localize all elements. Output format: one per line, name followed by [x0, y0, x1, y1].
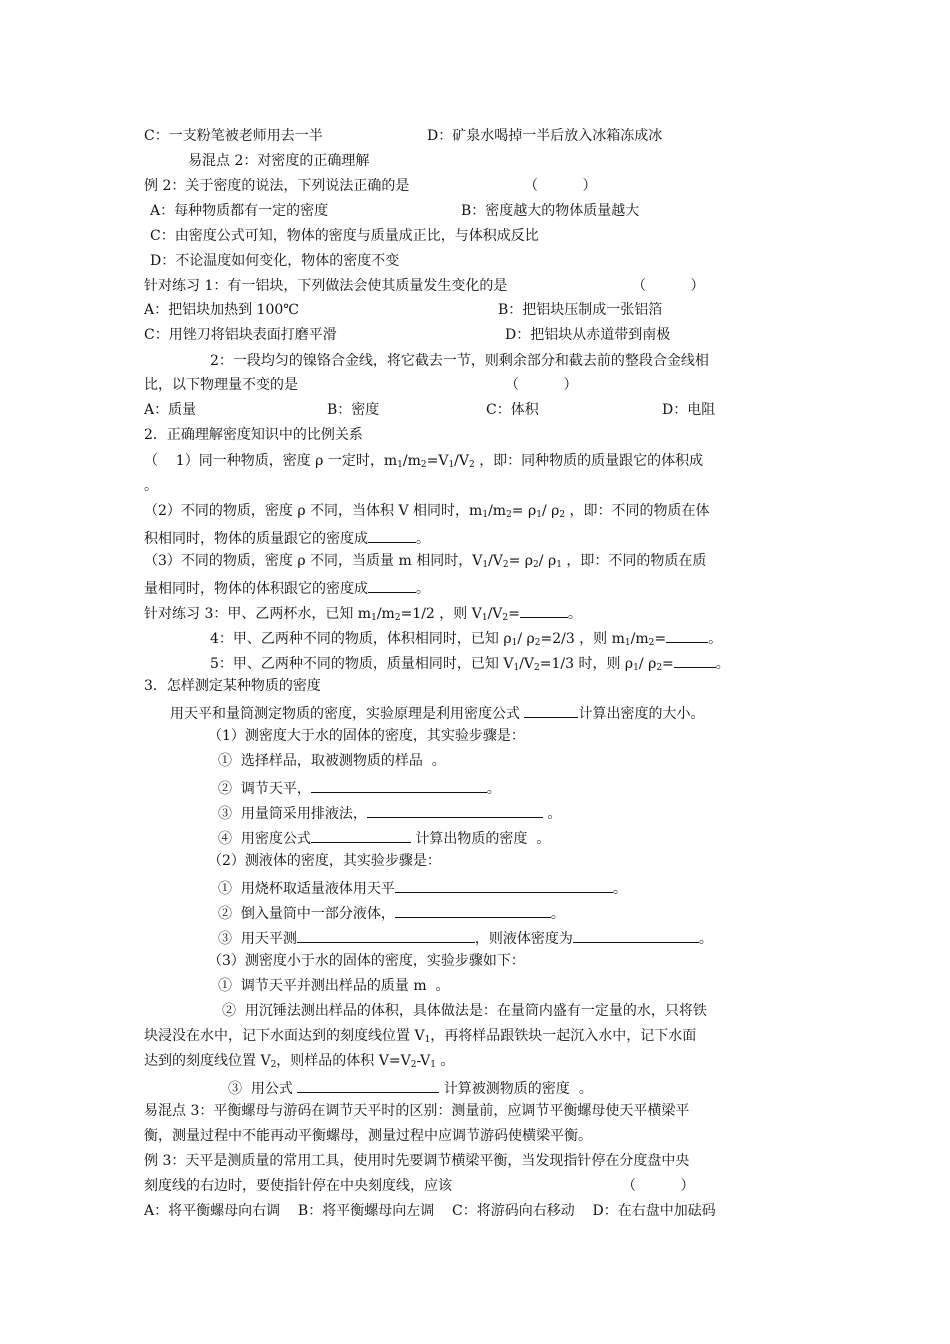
step-item: ② 用沉锤法测出样品的体积，具体做法是：在量筒内盛有一定量的水，只将铁 [222, 1003, 707, 1019]
answer-blank[interactable] [297, 1076, 439, 1093]
section-heading: 易混点 2：对密度的正确理解 [188, 153, 370, 169]
option-b: B：把铝块压制成一张铝箔 [498, 302, 663, 318]
answer-blank[interactable] [368, 526, 416, 543]
step-item: ③ 用公式 计算被测物质的密度 。 [228, 1076, 593, 1099]
ratio-line: 积相同时，物体的质量跟它的密度成 。 [144, 526, 430, 549]
option-c-chalk: C：一支粉笔被老师用去一半 [144, 128, 323, 144]
option-a: A：质量 [144, 402, 197, 418]
answer-bracket: （ ） [505, 377, 578, 393]
exercise-text: 比，以下物理量不变的是 [144, 377, 298, 393]
answer-blank[interactable] [311, 826, 411, 843]
step-item: ④ 用密度公式 计算出物质的密度 。 [218, 826, 550, 849]
answer-blank[interactable] [573, 926, 699, 943]
options-row: A：将平衡螺母向右调 B：将平衡螺母向左调 C：将游码向右移动 D：在右盘中加砝码 [144, 1203, 716, 1219]
step-item: ③ 用天平测 ，则液体密度为 。 [218, 926, 713, 949]
option-d: D：电阻 [662, 402, 716, 418]
step-heading: （1）测密度大于水的固体的密度，其实验步骤是： [208, 728, 525, 744]
step-heading: （2）测液体的密度，其实验步骤是： [208, 853, 441, 869]
question-text: 例 3：天平是测质量的常用工具，使用时先要调节横梁平衡，当发现指针停在分度盘中央 [144, 1153, 690, 1169]
answer-blank[interactable] [368, 576, 416, 593]
exercise-text: 2：一段均匀的镍铬合金线，将它截去一节，则剩余部分和截去前的整段合金线相 [210, 353, 709, 369]
exercise-text: 4：甲、乙两种不同的物质，体积相同时，已知 $\rho_1/$ $\rho_2=2/3$ ，则 $m_1/m_2=$ 。 [210, 626, 722, 649]
step-item: 达到的刻度线位置 $V_2$，则样品的体积 $V=V_2-V_1$ 。 [144, 1053, 455, 1070]
section-heading: 3．怎样测定某种物质的密度 [144, 678, 321, 694]
principle-line: 用天平和量筒测定物质的密度，实验原理是利用密度公式 计算出密度的大小。 [170, 701, 704, 724]
answer-blank[interactable] [666, 626, 708, 643]
section-heading: 2．正确理解密度知识中的比例关系 [144, 427, 363, 443]
exercise-text: 5：甲、乙两种不同的物质，质量相同时，已知 $V_1/V_2=1/3$ 时，则 $\rho_1/$ $\rho_2=$ 。 [210, 651, 730, 674]
step-heading: （3）测密度小于水的固体的密度，实验步骤如下： [208, 953, 525, 969]
ratio-line: 。 [144, 478, 158, 494]
option-c: C：体积 [486, 402, 539, 418]
option-a: A：每种物质都有一定的密度 [150, 203, 329, 219]
step-item: ② 倒入量筒中一部分液体， 。 [218, 901, 565, 924]
answer-bracket: （ ） [632, 278, 705, 294]
step-item: ③ 用量筒采用排液法， 。 [218, 801, 561, 824]
option-d: D：把铝块从赤道带到南极 [505, 327, 671, 343]
ratio-line: （3）不同的物质，密度 ρ 不同，当质量 m 相同时，$V_1/V_2= \rho_2/$ $\rho_1$ ，即：不同的物质在质 [144, 553, 707, 570]
question-text: 刻度线的右边时，要使指针停在中央刻度线，应该 [144, 1178, 452, 1194]
option-b: B：密度越大的物体质量越大 [461, 203, 640, 219]
option-d-water: D：矿泉水喝掉一半后放入冰箱冻成冰 [427, 128, 663, 144]
step-item: ① 调节天平并测出样品的质量 m 。 [218, 978, 450, 994]
answer-blank[interactable] [520, 601, 568, 618]
answer-bracket: （ ） [524, 178, 597, 194]
answer-blank[interactable] [297, 926, 475, 943]
exercise-text: 针对练习 1：有一铝块，下列做法会使其质量发生变化的是 [144, 278, 508, 294]
ratio-line: （ 1）同一种物质，密度 ρ 一定时，$m_1/m_2=V_1/V_2$ ，即：同种物质的质量跟它的体积成 [144, 453, 704, 470]
answer-blank[interactable] [395, 901, 551, 918]
answer-blank[interactable] [311, 776, 487, 793]
answer-blank[interactable] [367, 801, 543, 818]
ratio-line: 量相同时，物体的体积跟它的密度成 。 [144, 576, 430, 599]
answer-bracket: （ ） [622, 1178, 695, 1194]
option-c: C：由密度公式可知，物体的密度与质量成正比，与体积成反比 [150, 228, 539, 244]
step-item: 块浸没在水中，记下水面达到的刻度线位置 $V_1$，再将样品跟铁块一起沉入水中，记下水面 [144, 1028, 697, 1045]
answer-blank[interactable] [524, 701, 578, 718]
option-d: D：不论温度如何变化，物体的密度不变 [150, 253, 400, 269]
step-item: ① 选择样品，取被测物质的样品 。 [218, 753, 446, 769]
answer-blank[interactable] [395, 876, 613, 893]
section-heading: 易混点 3：平衡螺母与游码在调节天平时的区别：测量前，应调节平衡螺母使天平横梁平 [144, 1103, 690, 1119]
step-item: ② 调节天平， 。 [218, 776, 501, 799]
exercise-text: 针对练习 3：甲、乙两杯水，已知 $m_1/m_2=1/2$ ，则 $V_1/V_2=$ 。 [144, 601, 582, 624]
option-a: A：把铝块加热到 100℃ [144, 302, 299, 318]
question-text: 例 2：关于密度的说法，下列说法正确的是 [144, 178, 410, 194]
option-b: B：密度 [327, 402, 380, 418]
ratio-line: （2）不同的物质，密度 ρ 不同，当体积 V 相同时，$m_1/m_2= \rho_1/$ $\rho_2$ ，即：不同的物质在体 [144, 503, 710, 520]
answer-blank[interactable] [674, 651, 716, 668]
option-c: C：用锉刀将铝块表面打磨平滑 [144, 327, 337, 343]
body-text: 衡，测量过程中不能再动平衡螺母，测量过程中应调节游码使横梁平衡。 [144, 1128, 592, 1144]
step-item: ① 用烧杯取适量液体用天平 。 [218, 876, 627, 899]
